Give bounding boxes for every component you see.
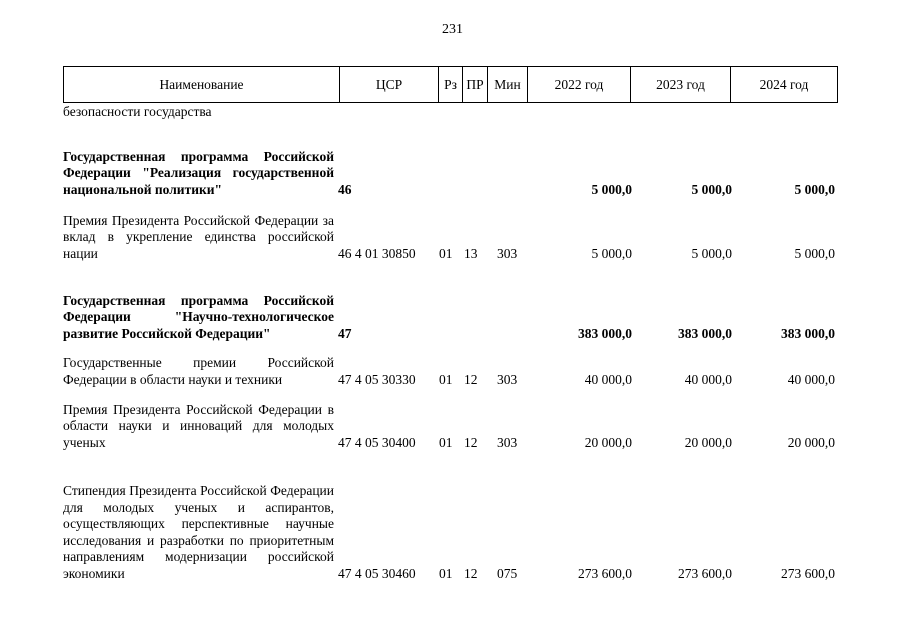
row-min: 303 <box>497 434 518 450</box>
row-csr: 47 4 05 30460 <box>338 565 416 581</box>
row-value-2024: 5 000,0 <box>794 181 835 197</box>
row-name: Стипендия Президента Российской Федерации для молодых ученых и аспирантов, осуществляющих перспективные научные исследования и разработки по приоритетным направлениям модернизации российской экономики <box>63 483 334 581</box>
header-rz: Рз <box>439 67 463 103</box>
row-value-2023: 20 000,0 <box>684 434 732 450</box>
table-row <box>0 130 905 198</box>
row-name: Государственная программа Российской Федерации "Реализация государственной национальной политики" <box>63 148 334 197</box>
row-value-2022: 20 000,0 <box>584 434 632 450</box>
continuation-text: безопасности государства <box>63 104 212 119</box>
row-value-2024: 383 000,0 <box>781 325 835 341</box>
header-min: Мин <box>488 67 528 103</box>
row-value-2024: 273 600,0 <box>781 565 835 581</box>
row-rz: 01 <box>439 434 453 450</box>
row-rz: 01 <box>439 245 453 261</box>
row-value-2024: 5 000,0 <box>794 245 835 261</box>
row-csr: 47 <box>338 325 352 341</box>
header-2022: 2022 год <box>528 67 631 103</box>
row-value-2022: 5 000,0 <box>591 181 632 197</box>
table-row <box>0 400 905 451</box>
header-pr: ПР <box>463 67 488 103</box>
row-pr: 13 <box>464 245 478 261</box>
row-value-2022: 273 600,0 <box>578 565 632 581</box>
row-value-2023: 273 600,0 <box>678 565 732 581</box>
row-pr: 12 <box>464 371 478 387</box>
row-name: Государственная программа Российской Федерации "Научно-технологическое развитие Российской Федерации" <box>63 292 334 341</box>
table-header <box>63 66 838 103</box>
row-name: Государственные премии Российской Федерации в области науки и техники <box>63 355 334 387</box>
row-name: Премия Президента Российской Федерации за вклад в укрепление единства российской нации <box>63 212 334 261</box>
row-csr: 46 4 01 30850 <box>338 245 416 261</box>
row-rz: 01 <box>439 565 453 581</box>
row-value-2022: 383 000,0 <box>578 325 632 341</box>
row-csr: 47 4 05 30330 <box>338 371 416 387</box>
row-min: 303 <box>497 245 518 261</box>
table-row <box>0 463 905 582</box>
row-value-2024: 40 000,0 <box>787 371 835 387</box>
row-pr: 12 <box>464 565 478 581</box>
row-value-2023: 5 000,0 <box>691 181 732 197</box>
page-number: 231 <box>442 22 463 37</box>
table-row <box>0 210 905 262</box>
row-value-2022: 40 000,0 <box>584 371 632 387</box>
row-min: 075 <box>497 565 518 581</box>
table-row <box>0 274 905 342</box>
row-csr: 46 <box>338 181 352 197</box>
row-min: 303 <box>497 371 518 387</box>
header-csr: ЦСР <box>340 67 439 103</box>
row-value-2023: 40 000,0 <box>684 371 732 387</box>
row-value-2023: 5 000,0 <box>691 245 732 261</box>
header-2024: 2024 год <box>731 67 838 103</box>
header-name: Наименование <box>64 67 340 103</box>
row-pr: 12 <box>464 434 478 450</box>
header-2023: 2023 год <box>631 67 731 103</box>
row-value-2023: 383 000,0 <box>678 325 732 341</box>
row-csr: 47 4 05 30400 <box>338 434 416 450</box>
row-value-2024: 20 000,0 <box>787 434 835 450</box>
row-value-2022: 5 000,0 <box>591 245 632 261</box>
table-row <box>0 353 905 388</box>
row-rz: 01 <box>439 371 453 387</box>
row-name: Премия Президента Российской Федерации в области науки и инноваций для молодых ученых <box>63 401 334 450</box>
